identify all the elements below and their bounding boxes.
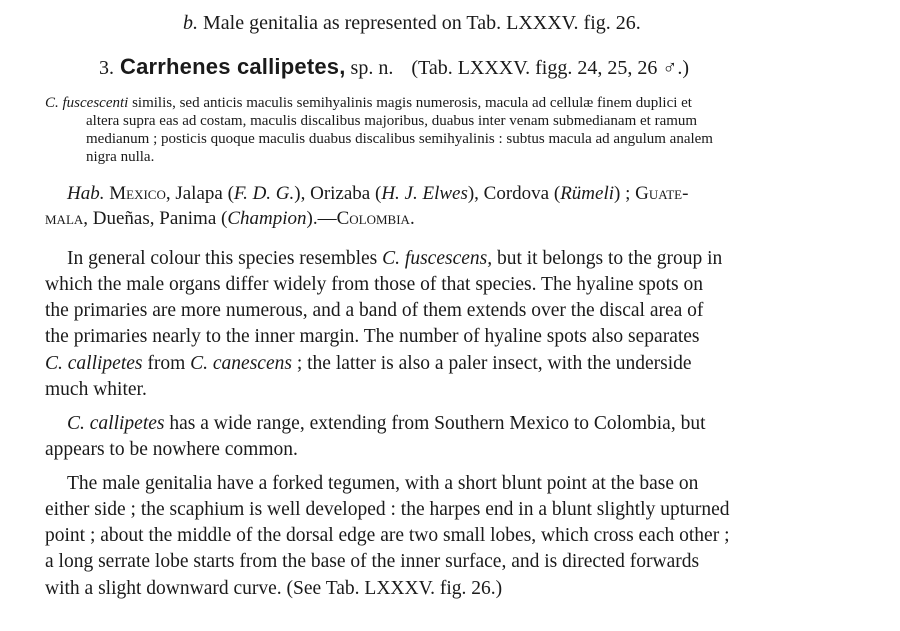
figure-note-text: Male genitalia as represented on Tab. LXXXV. fig. 26. — [198, 12, 641, 34]
latin-diagnosis-line-2: altera supra eas ad costam, maculis discalibus majoribus, duabus inter venam submedianam et ramum — [86, 113, 698, 129]
habitat-line-1: Hab. Mexico, Jalapa (F. D. G.), Orizaba (H. J. Elwes), Cordova (Rümeli) ; Guate- — [67, 183, 689, 204]
body-line-12: a long serrate lobe starts from the base of the inner surface, and is directed forwards — [45, 551, 700, 572]
body-line-4: the primaries nearly to the inner margin. The number of hyaline spots also separates — [45, 326, 700, 347]
species-number: 3. — [99, 57, 114, 79]
body-line-2: which the male organs differ widely from those of that species. The hyaline spots on — [45, 274, 703, 295]
body-line-13: with a slight downward curve. (See Tab. LXXXV. fig. 26.) — [45, 578, 503, 599]
latin-diagnosis-line-4: nigra nulla. — [86, 149, 155, 165]
body-line-10: either side ; the scaphium is well developed : the harpes end in a blunt slightly upturned — [45, 499, 730, 520]
body-line-5: C. callipetes from C. canescens ; the latter is also a paler insect, with the underside — [45, 353, 692, 374]
habitat-label: Hab. — [67, 183, 105, 204]
body-line-9: The male genitalia have a forked tegumen, with a short blunt point at the base on — [67, 473, 699, 494]
body-line-1: In general colour this species resembles C. fuscescens, but it belongs to the group in — [67, 248, 723, 269]
figure-note — [183, 12, 641, 35]
species-name: Carrhenes callipetes, — [120, 54, 346, 79]
species-plate-reference: (Tab. LXXXV. figg. 24, 25, 26 ♂.) — [411, 57, 689, 79]
habitat-line-2: mala, Dueñas, Panima (Champion).—Colombia. — [45, 208, 415, 229]
body-line-3: the primaries are more numerous, and a band of them extends over the discal area of — [45, 300, 704, 321]
body-line-11: point ; about the middle of the dorsal edge are two small lobes, which cross each other ; — [45, 525, 730, 546]
latin-diagnosis-line-1: C. fuscescenti similis, sed anticis maculis semihyalinis magis numerosis, macula ad cellulæ finem duplici et — [45, 95, 692, 111]
latin-diagnosis-line-3: medianum ; posticis quoque maculis duabus discalibus semihyalinis : subtus macula ad angulum analem — [86, 131, 713, 147]
body-line-6: much whiter. — [45, 379, 147, 400]
figure-note-letter: b. — [183, 12, 198, 34]
species-status: sp. n. — [345, 57, 394, 79]
body-line-8: appears to be nowhere common. — [45, 439, 298, 460]
body-line-7: C. callipetes has a wide range, extending from Southern Mexico to Colombia, but — [67, 413, 706, 434]
species-heading — [99, 54, 689, 80]
